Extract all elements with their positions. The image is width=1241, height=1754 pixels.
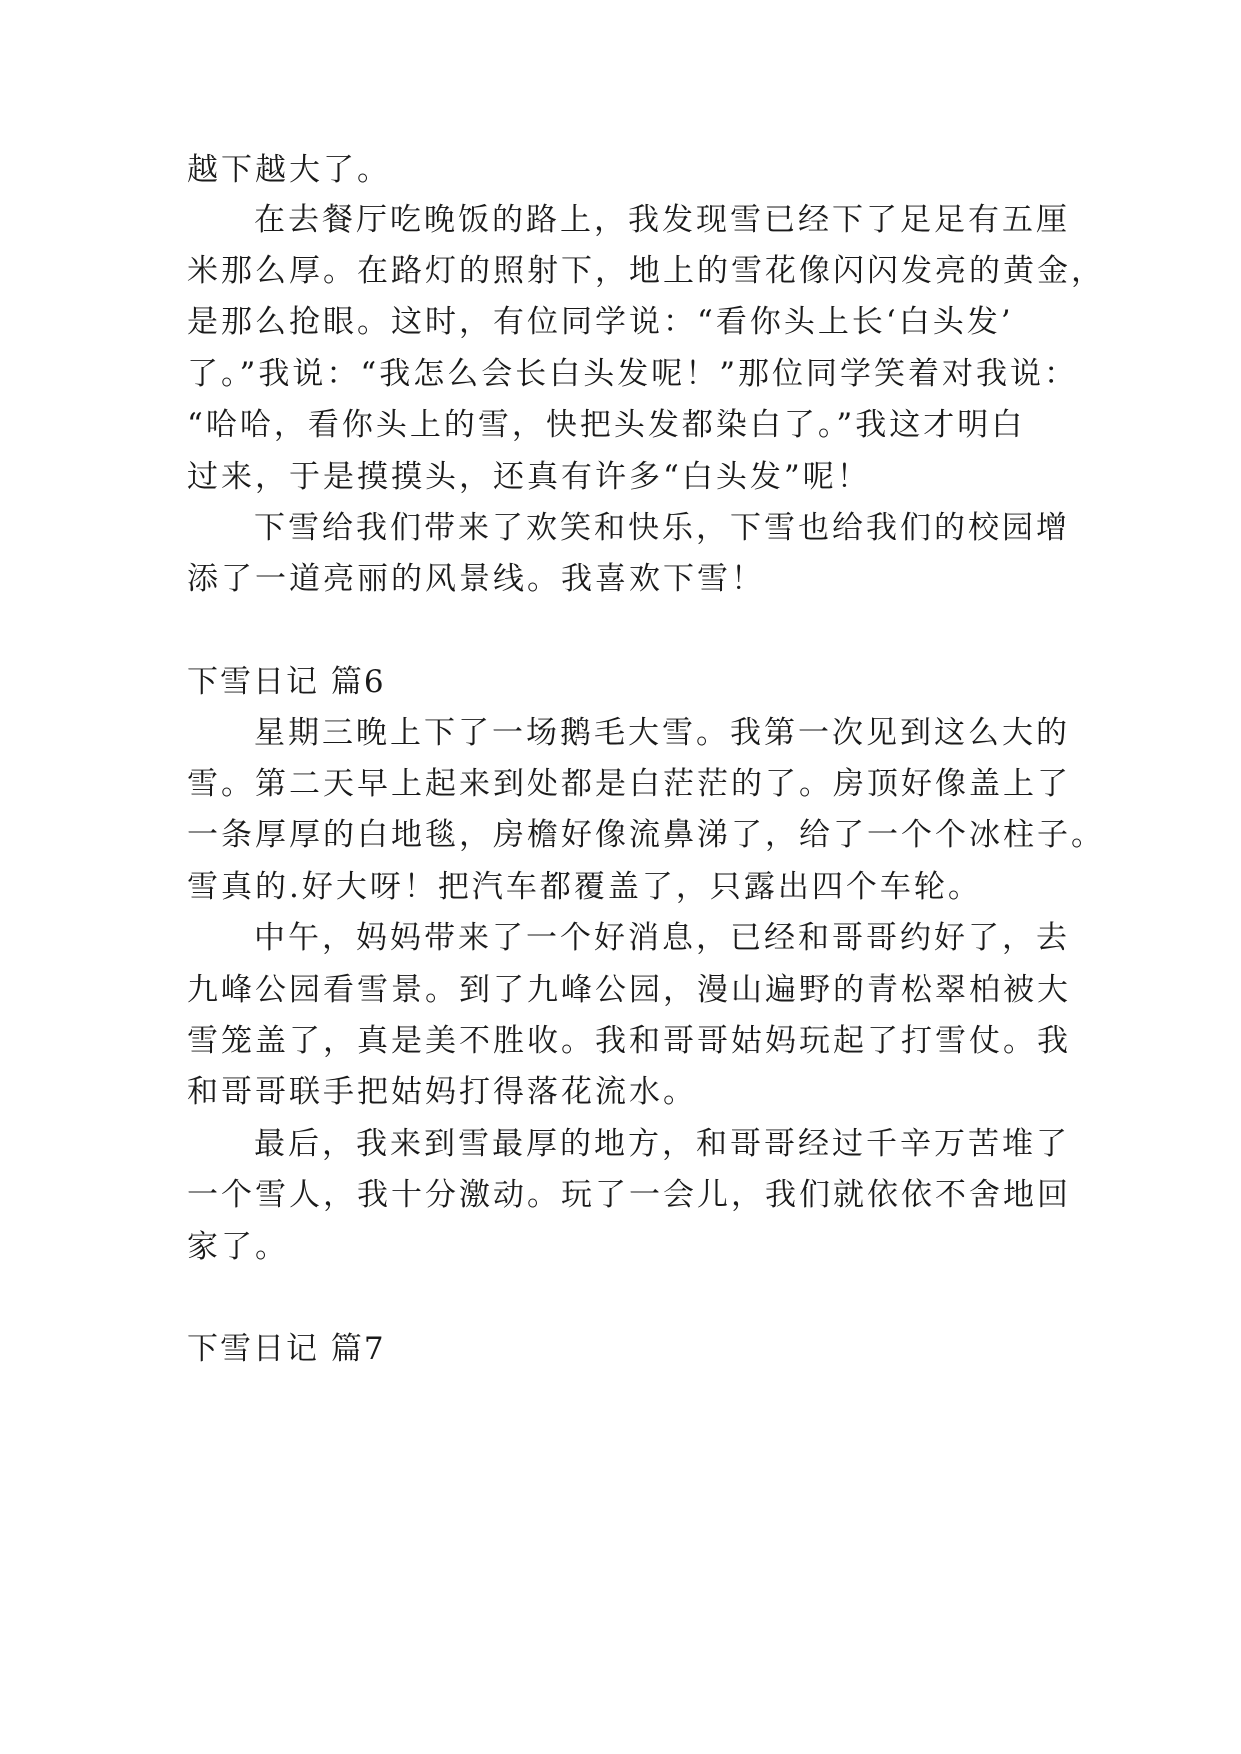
text-line: 了。”我说：“我怎么会长白头发呢！”那位同学笑着对我说： (187, 356, 1079, 392)
text-line: 一个雪人，我十分激动。玩了一会儿，我们就依依不舍地回 (187, 1177, 1071, 1213)
text-line: 雪。第二天早上起来到处都是白茫茫的了。房顶好像盖上了 (187, 766, 1071, 802)
paragraph-start-line: 下雪给我们带来了欢笑和快乐，下雪也给我们的校园增 (254, 510, 1070, 546)
text-line: “哈哈，看你头上的雪，快把头发都染白了。”我这才明白 (187, 407, 1026, 443)
text-line: 和哥哥联手把姑妈打得落花流水。 (187, 1074, 697, 1110)
text-line: 一条厚厚的白地毯，房檐好像流鼻涕了，给了一个个冰柱子。 (187, 817, 1105, 853)
paragraph-start-line: 在去餐厅吃晚饭的路上，我发现雪已经下了足足有五厘 (254, 202, 1070, 238)
text-line: 九峰公园看雪景。到了九峰公园，漫山遍野的青松翠柏被大 (187, 972, 1071, 1008)
section-heading: 下雪日记 篇6 (187, 664, 386, 700)
text-line: 米那么厚。在路灯的照射下，地上的雪花像闪闪发亮的黄金， (187, 253, 1105, 289)
paragraph-start-line: 星期三晚上下了一场鹅毛大雪。我第一次见到这么大的 (254, 715, 1070, 751)
text-line: 是那么抢眼。这时，有位同学说：“看你头上长‘白头发’ (187, 304, 1014, 340)
section-heading: 下雪日记 篇7 (187, 1331, 386, 1367)
paragraph-start-line: 最后，我来到雪最厚的地方，和哥哥经过千辛万苦堆了 (254, 1126, 1070, 1162)
paragraph-start-line: 中午，妈妈带来了一个好消息，已经和哥哥约好了，去 (254, 920, 1070, 956)
text-line: 家了。 (187, 1229, 289, 1265)
text-line: 越下越大了。 (187, 152, 391, 188)
text-line: 雪真的.好大呀！把汽车都覆盖了，只露出四个车轮。 (187, 869, 982, 905)
text-line: 雪笼盖了，真是美不胜收。我和哥哥姑妈玩起了打雪仗。我 (187, 1023, 1071, 1059)
text-line: 添了一道亮丽的风景线。我喜欢下雪！ (187, 561, 765, 597)
text-line: 过来，于是摸摸头，还真有许多“白头发”呢！ (187, 459, 871, 495)
